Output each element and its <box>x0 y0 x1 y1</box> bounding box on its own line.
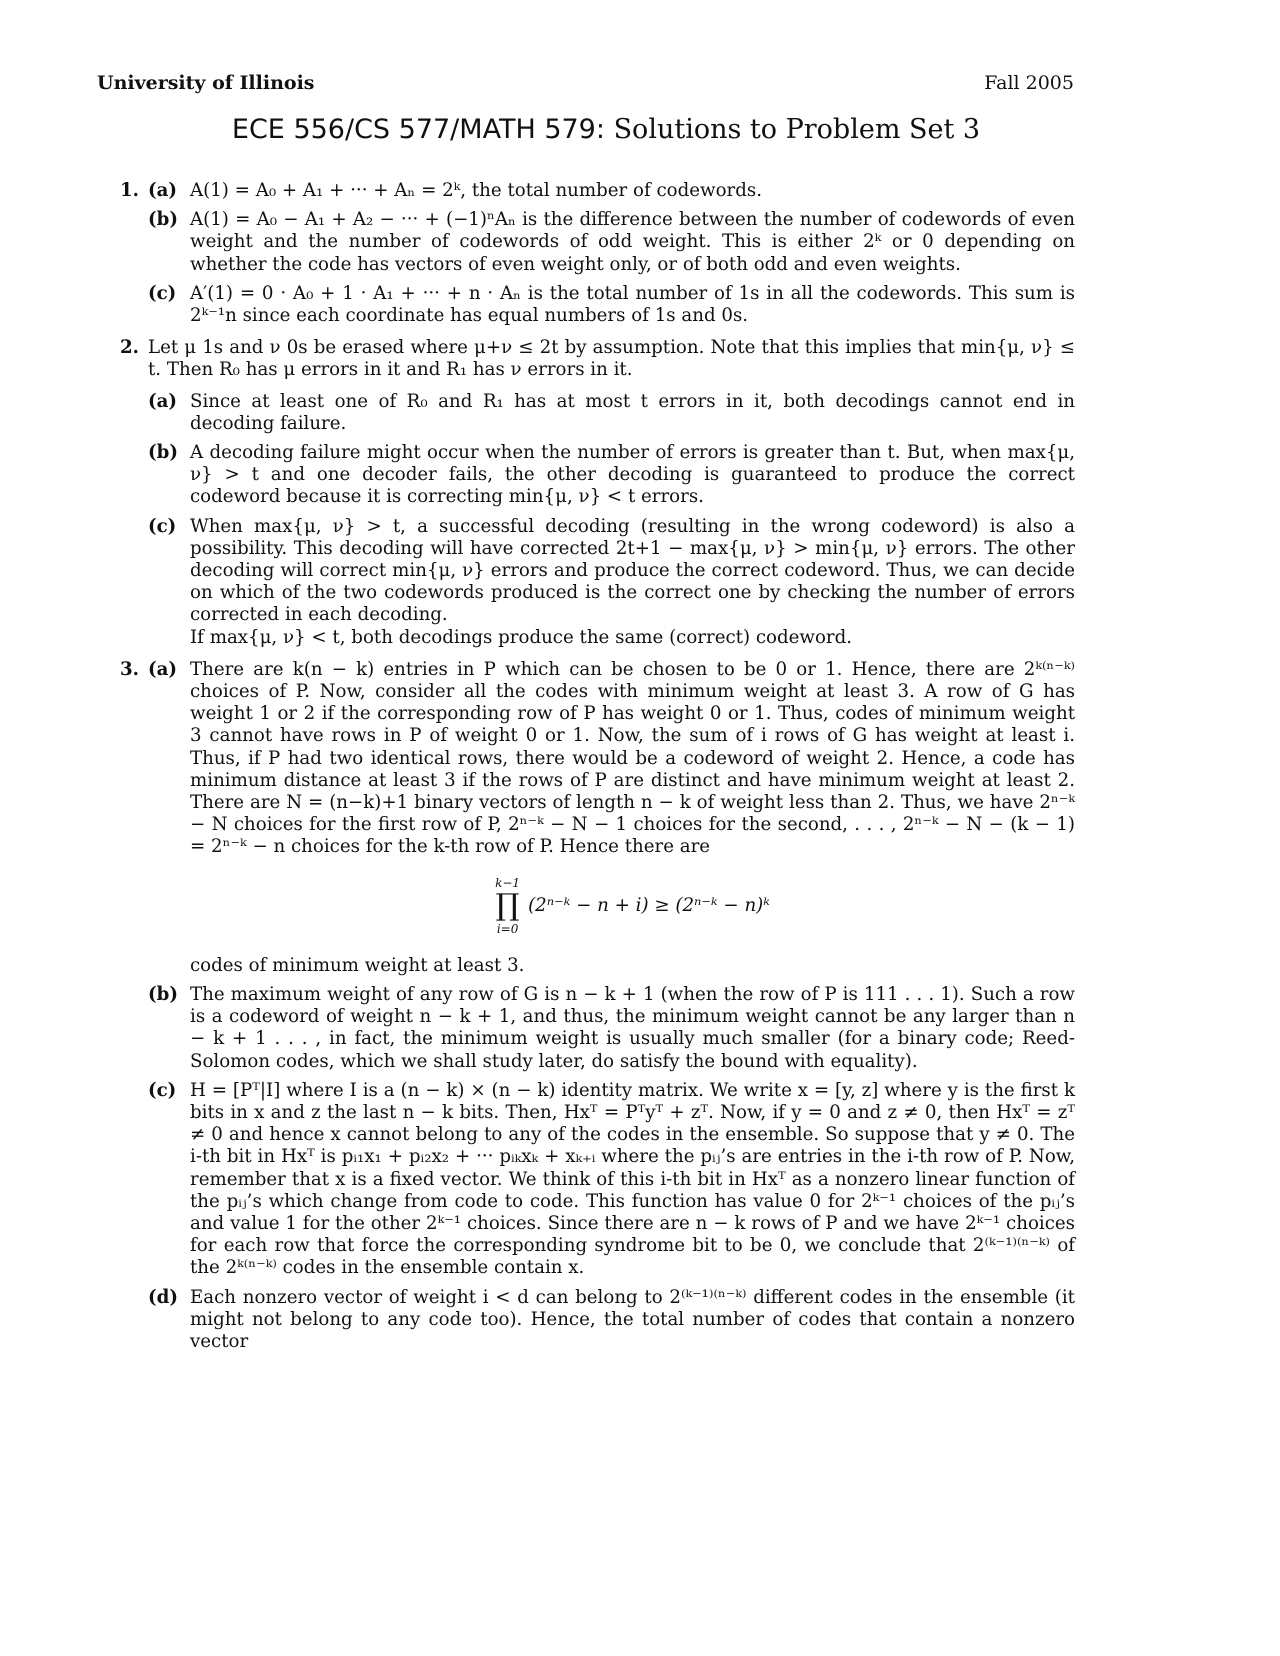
part-text-continued: If max{μ, ν} < t, both decodings produce the same (correct) codeword. <box>190 626 853 648</box>
problem-intro: Let μ 1s and ν 0s be erased where μ+ν ≤ 2t by assumption. Note that this implies that min{μ, ν} ≤ t. Then R₀ has μ errors in it and R₁ has ν errors in it. <box>148 337 1075 381</box>
part-3c <box>148 1080 1075 1280</box>
part-text: Each nonzero vector of weight i < d can belong to 2⁽ᵏ⁻¹⁾⁽ⁿ⁻ᵏ⁾ different codes in the ensemble (it might not belong to any code too). Hence, the total number of codes that contain a nonzero vector <box>190 1286 1075 1352</box>
product-expression: (2ⁿ⁻ᵏ − n + i) ≥ (2ⁿ⁻ᵏ − n)ᵏ <box>528 894 770 916</box>
part-label: (b) <box>148 209 178 231</box>
term: Fall 2005 <box>984 72 1074 94</box>
problem-1 <box>120 180 1075 327</box>
title-text: Solutions to Problem Set 3 <box>613 114 981 145</box>
part-1a <box>148 180 1075 202</box>
page-title <box>0 114 1280 145</box>
problem-number: 2. <box>120 337 139 359</box>
part-1b <box>148 209 1075 276</box>
product-operator <box>495 876 520 936</box>
part-text: Since at least one of R₀ and R₁ has at most t errors in it, both decodings cannot end in decoding failure. <box>190 390 1075 434</box>
part-1c <box>148 283 1075 327</box>
solutions-body <box>120 180 1075 1363</box>
part-text: A′(1) = 0 · A₀ + 1 · A₁ + ··· + n · Aₙ is the total number of 1s in all the codewords. This sum is 2ᵏ⁻¹n since each coordinate has equal numbers of 1s and 0s. <box>190 282 1075 327</box>
course-code: ECE 556/CS 577/MATH 579: <box>231 114 605 145</box>
part-label: (d) <box>148 1286 178 1308</box>
part-text: A(1) = A₀ + A₁ + ··· + Aₙ = 2ᵏ, the total number of codewords. <box>190 180 762 201</box>
part-text: When max{μ, ν} > t, a successful decoding (resulting in the wrong codeword) is also a possibility. This decoding will have corrected 2t+1 − max{μ, ν} > min{μ, ν} errors. The other decoding will correct min{μ, ν} errors and produce the correct codeword. Thus, we can decide on which of the two codewords produced is the correct one by checking the number of errors corrected in each decoding. <box>190 515 1075 626</box>
problem-3 <box>120 659 1075 1353</box>
part-text-continued: codes of minimum weight at least 3. <box>190 954 525 976</box>
part-label: (a) <box>148 390 177 412</box>
part-label: (a) <box>148 180 177 201</box>
part-2a <box>148 391 1075 435</box>
institution: University of Illinois <box>97 72 315 94</box>
part-label: (b) <box>148 442 178 464</box>
part-3d <box>148 1287 1075 1354</box>
product-lower-limit: i=0 <box>496 921 519 936</box>
product-upper-limit: k−1 <box>495 875 521 890</box>
part-text: There are k(n − k) entries in P which can be chosen to be 0 or 1. Hence, there are 2ᵏ⁽ⁿ⁻ᵏ⁾ choices of P. Now, consider all the codes with minimum weight at least 3. A row of G has weight 1 or 2 if the corresponding row of P has weight 0 or 1. Thus, codes of minimum weight 3 cannot have rows in P of weight 0 or 1. Now, the sum of i rows of G has weight at least i. Thus, if P had two identical rows, there would be a codeword of weight 2. Hence, a code has minimum distance at least 3 if the rows of P are distinct and have minimum weight at least 2. There are N = (n−k)+1 binary vectors of length n − k of weight less than 2. Thus, we have 2ⁿ⁻ᵏ − N choices for the first row of P, 2ⁿ⁻ᵏ − N − 1 choices for the second, . . . , 2ⁿ⁻ᵏ − N − (k − 1) = 2ⁿ⁻ᵏ − n choices for the k-th row of P. Hence there are <box>190 658 1075 858</box>
part-label: (b) <box>148 983 178 1005</box>
part-2b <box>148 442 1075 509</box>
part-label: (c) <box>148 1079 177 1101</box>
problem-number: 3. <box>120 658 139 680</box>
product-equation <box>190 871 1075 941</box>
part-label: (c) <box>148 515 177 537</box>
problem-number: 1. <box>120 180 139 201</box>
part-3a <box>148 659 1075 977</box>
part-label: (a) <box>148 658 177 680</box>
part-2c <box>148 516 1075 649</box>
part-text: A(1) = A₀ − A₁ + A₂ − ··· + (−1)ⁿAₙ is the difference between the number of codewords of even weight and the number of codewords of odd weight. This is either 2ᵏ or 0 depending on whether the code has vectors of even weight only, or of both odd and even weights. <box>190 209 1075 275</box>
part-label: (c) <box>148 282 177 304</box>
part-text: A decoding failure might occur when the number of errors is greater than t. But, when max{μ, ν} > t and one decoder fails, the other decoding is guaranteed to produce the correct codeword because it is correcting min{μ, ν} < t errors. <box>190 442 1075 508</box>
product-symbol: ∏ <box>495 887 520 923</box>
page-header <box>97 72 1074 94</box>
part-text: The maximum weight of any row of G is n − k + 1 (when the row of P is 111 . . . 1). Such a row is a codeword of weight n − k + 1, and thus, the minimum weight cannot be any larger than n − k + 1 . . . , in fact, the minimum weight is usually much smaller (for a binary code; Reed-Solomon codes, which we shall study later, do satisfy the bound with equality). <box>190 983 1075 1072</box>
part-3b <box>148 984 1075 1073</box>
part-text: H = [Pᵀ|I] where I is a (n − k) × (n − k) identity matrix. We write x = [y, z] where y is the first k bits in x and z the last n − k bits. Then, Hxᵀ = Pᵀyᵀ + zᵀ. Now, if y = 0 and z ≠ 0, then Hxᵀ = zᵀ ≠ 0 and hence x cannot belong to any of the codes in the ensemble. So suppose that y ≠ 0. The i-th bit in Hxᵀ is pᵢ₁x₁ + pᵢ₂x₂ + ··· pᵢₖxₖ + xₖ₊ᵢ where the pᵢⱼ’s are entries in the i-th row of P. Now, remember that x is a fixed vector. We think of this i-th bit in Hxᵀ as a nonzero linear function of the pᵢⱼ’s which change from code to code. This function has value 0 for 2ᵏ⁻¹ choices of the pᵢⱼ’s and value 1 for the other 2ᵏ⁻¹ choices. Since there are n − k rows of P and we have 2ᵏ⁻¹ choices for each row that force the corresponding syndrome bit to be 0, we conclude that 2⁽ᵏ⁻¹⁾⁽ⁿ⁻ᵏ⁾ of the 2ᵏ⁽ⁿ⁻ᵏ⁾ codes in the ensemble contain x. <box>190 1079 1075 1279</box>
problem-2 <box>120 337 1075 649</box>
